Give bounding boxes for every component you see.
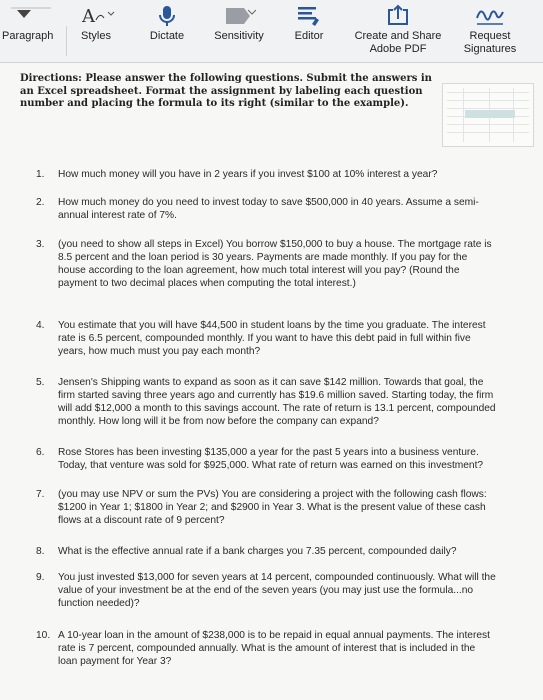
editor-icon — [296, 4, 322, 33]
signature-icon — [473, 4, 507, 33]
question-text: (you may use NPV or sum the PVs) You are considering a project with the following cash flows: $1200 in Year 1; $1800 in Year 2; and $2900 in Year 3. What is the present value of these cash flows at a discount rate of 9 percent? — [58, 489, 487, 526]
question-number: 6. — [36, 447, 45, 458]
question-text: You estimate that you will have $44,500 in student loans by the time you graduate. The interest rate is 6.5 percent, compounded monthly. If you want to have this debt paid in full within five years, how much must you pay each month? — [58, 320, 486, 357]
styles-label: Styles — [81, 30, 111, 42]
paragraph-icon — [11, 4, 51, 31]
question-text: What is the effective annual rate if a bank charges you 7.35 percent, compounded daily? — [58, 546, 457, 557]
create-share-pdf-label: Create and Share Adobe PDF — [354, 30, 442, 55]
sensitivity-label: Sensitivity — [214, 30, 264, 42]
styles-button[interactable] — [68, 0, 124, 62]
question-number: 2. — [36, 197, 45, 208]
sensitivity-button[interactable] — [208, 0, 270, 62]
question-text: A 10-year loan in the amount of $238,000 is to be repaid in equal annual payments. The interest rate is 7 percent, compounded annually. What is the amount of interest that is included in the loan payment for Year 3? — [58, 630, 490, 667]
question-text: How much money do you need to invest today to save $500,000 in 40 years. Assume a semi-annual interest rate of 7%. — [58, 197, 479, 221]
paragraph-group[interactable] — [0, 0, 62, 62]
request-signatures-button[interactable] — [450, 0, 530, 62]
request-signatures-label: Request Signatures — [463, 30, 517, 55]
question-text: (you need to show all steps in Excel) You borrow $150,000 to buy a house. The mortgage rate is 8.5 percent and the loan period is 30 years. Payments are made monthly. If you pay for the house according to the loan agreement, how much total interest will you pay? (Round the payment to two decimal places when computing the total interest.) — [58, 239, 492, 289]
editor-label: Editor — [294, 30, 324, 42]
dictate-label: Dictate — [149, 30, 185, 42]
question-number: 4. — [36, 320, 45, 331]
question-number: 10. — [36, 630, 51, 641]
dictate-button[interactable] — [140, 0, 194, 62]
question-number: 3. — [36, 239, 45, 250]
question-text: How much money will you have in 2 years if you invest $100 at 10% interest a year? — [58, 169, 438, 180]
question-number: 1. — [36, 169, 45, 180]
question-number: 8. — [36, 546, 45, 557]
question-number: 5. — [36, 377, 45, 388]
directions-text: Directions: Please answer the following questions. Submit the answers in an Excel spreadsheet. Format the assignment by labeling each question number and placing the formula to its right (similar to the example). — [20, 73, 432, 109]
create-share-pdf-button[interactable] — [348, 0, 448, 62]
question-text: You just invested $13,000 for seven years at 14 percent, compounded continuously. What will the value of your investment be at the end of the seven years (you may just use the formula...no function needed)? — [58, 572, 496, 609]
paragraph-label: Paragraph — [2, 30, 54, 42]
question-text: Rose Stores has been investing $135,000 a year for the past 5 years into a business venture. Today, that venture was sold for $925,000. What rate of return was earned on this investment? — [58, 447, 484, 471]
adobe-pdf-icon — [385, 4, 411, 33]
microphone-icon — [155, 4, 179, 33]
question-number: 9. — [36, 572, 45, 583]
document-page — [0, 63, 543, 700]
sensitivity-icon — [222, 4, 256, 33]
styles-icon — [76, 4, 116, 33]
ribbon-toolbar — [0, 0, 543, 63]
question-text: Jensen's Shipping wants to expand as soon as it can save $142 million. Towards that goal, the firm started saving three years ago and currently has $19.6 million saved. Starting today, the firm will add $12,000 a month to this savings account. The rate of return is 13.1 percent, compounded monthly. How long will it be from now before the company can expand? — [58, 377, 496, 427]
example-spreadsheet-image — [442, 83, 534, 147]
svg-text:A: A — [82, 6, 95, 27]
ribbon-divider — [66, 26, 67, 56]
editor-button[interactable] — [284, 0, 334, 62]
question-number: 7. — [36, 489, 45, 500]
